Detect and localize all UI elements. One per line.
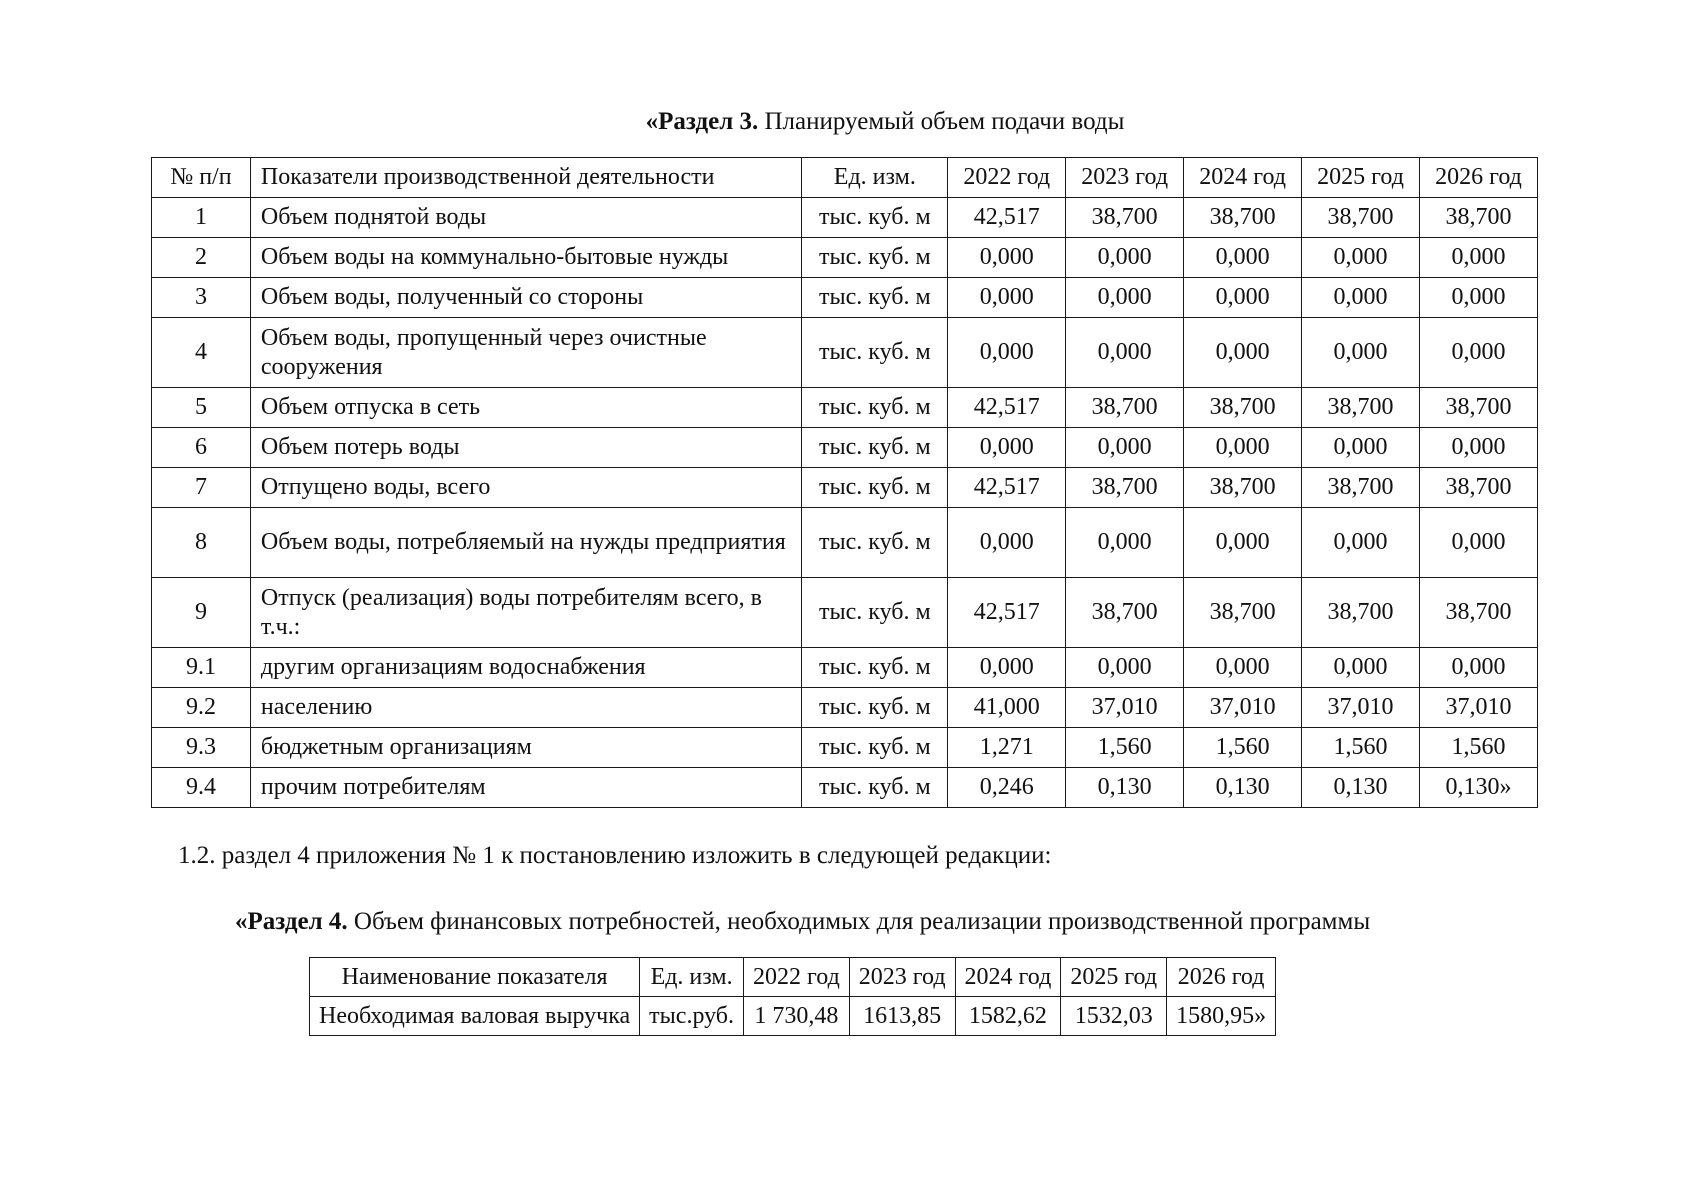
table-header-row xyxy=(152,158,1538,198)
value-cell: 37,010 xyxy=(1420,688,1538,728)
value-cell: 0,000 xyxy=(1066,278,1184,318)
row-number-cell: 2 xyxy=(152,238,251,278)
value-cell: 0,000 xyxy=(1302,318,1420,388)
indicator-name-cell: прочим потребителям xyxy=(250,768,801,808)
financial-data-row xyxy=(310,997,1276,1036)
value-cell: 0,000 xyxy=(1184,428,1302,468)
unit-cell: тыс. куб. м xyxy=(802,468,948,508)
unit-cell: тыс. куб. м xyxy=(802,278,948,318)
table-row xyxy=(152,508,1538,578)
row-number-cell: 6 xyxy=(152,428,251,468)
value-cell: 38,700 xyxy=(1184,198,1302,238)
value-cell: 38,700 xyxy=(1302,468,1420,508)
indicator-name-cell: бюджетным организациям xyxy=(250,728,801,768)
table-row xyxy=(152,428,1538,468)
value-cell: 1,560 xyxy=(1184,728,1302,768)
value-cell: 0,000 xyxy=(948,648,1066,688)
header-cell: 2024 год xyxy=(1184,158,1302,198)
table-row xyxy=(152,238,1538,278)
header-cell: Ед. изм. xyxy=(802,158,948,198)
table-row xyxy=(152,768,1538,808)
indicator-name-cell: Объем воды, полученный со стороны xyxy=(250,278,801,318)
table-row xyxy=(152,468,1538,508)
value-cell: 42,517 xyxy=(948,578,1066,648)
value-cell: 38,700 xyxy=(1184,578,1302,648)
water-supply-table xyxy=(151,157,1538,808)
value-cell: 0,000 xyxy=(1066,428,1184,468)
row-number-cell: 9.2 xyxy=(152,688,251,728)
value-cell: 38,700 xyxy=(1184,468,1302,508)
value-cell: 0,000 xyxy=(948,508,1066,578)
table-row xyxy=(152,198,1538,238)
value-cell: 38,700 xyxy=(1302,198,1420,238)
value-cell: 37,010 xyxy=(1066,688,1184,728)
value-cell: 1 730,48 xyxy=(744,997,850,1036)
value-cell: 0,130 xyxy=(1302,768,1420,808)
indicator-name-cell: Объем отпуска в сеть xyxy=(250,388,801,428)
value-cell: 0,130 xyxy=(1066,768,1184,808)
section-4-title-text: Объем финансовых потребностей, необходимых для реализации производственной программы xyxy=(347,908,1371,935)
value-cell: 38,700 xyxy=(1184,388,1302,428)
value-cell: 0,000 xyxy=(1420,508,1538,578)
value-cell: 0,000 xyxy=(1302,648,1420,688)
value-cell: 0,000 xyxy=(1066,318,1184,388)
unit-cell: тыс. куб. м xyxy=(802,318,948,388)
section-3-title-bold: «Раздел 3. xyxy=(645,108,759,135)
value-cell: 1,560 xyxy=(1420,728,1538,768)
value-cell: 1532,03 xyxy=(1061,997,1167,1036)
value-cell: 0,000 xyxy=(1184,278,1302,318)
row-number-cell: 4 xyxy=(152,318,251,388)
value-cell: 38,700 xyxy=(1420,578,1538,648)
value-cell: 1580,95» xyxy=(1167,997,1276,1036)
unit-cell: тыс. куб. м xyxy=(802,728,948,768)
header-cell: Показатели производственной деятельности xyxy=(250,158,801,198)
value-cell: 0,000 xyxy=(948,238,1066,278)
row-number-cell: 9.4 xyxy=(152,768,251,808)
value-cell: 0,000 xyxy=(948,318,1066,388)
value-cell: 0,130 xyxy=(1184,768,1302,808)
financial-needs-table xyxy=(309,957,1276,1036)
value-cell: 37,010 xyxy=(1302,688,1420,728)
header-cell: 2022 год xyxy=(948,158,1066,198)
row-number-cell: 7 xyxy=(152,468,251,508)
row-number-cell: 9.3 xyxy=(152,728,251,768)
header-cell: 2025 год xyxy=(1302,158,1420,198)
unit-cell: тыс. куб. м xyxy=(802,238,948,278)
value-cell: 38,700 xyxy=(1066,468,1184,508)
unit-cell: тыс. куб. м xyxy=(802,388,948,428)
row-number-cell: 8 xyxy=(152,508,251,578)
value-cell: 38,700 xyxy=(1066,198,1184,238)
value-cell: 0,000 xyxy=(1302,508,1420,578)
value-cell: 0,000 xyxy=(1184,238,1302,278)
value-cell: 0,000 xyxy=(948,428,1066,468)
value-cell: 0,000 xyxy=(1420,238,1538,278)
value-cell: 0,000 xyxy=(1184,648,1302,688)
indicator-name-cell: Отпущено воды, всего xyxy=(250,468,801,508)
table-row xyxy=(152,578,1538,648)
value-cell: 0,000 xyxy=(1420,648,1538,688)
value-cell: 38,700 xyxy=(1302,578,1420,648)
value-cell: 38,700 xyxy=(1420,198,1538,238)
header-cell: 2023 год xyxy=(1066,158,1184,198)
indicator-name-cell: Объем воды, пропущенный через очистные сооружения xyxy=(250,318,801,388)
value-cell: 37,010 xyxy=(1184,688,1302,728)
value-cell: 38,700 xyxy=(1302,388,1420,428)
value-cell: 38,700 xyxy=(1420,468,1538,508)
value-cell: 1,560 xyxy=(1066,728,1184,768)
table-row xyxy=(152,318,1538,388)
value-cell: 0,000 xyxy=(1302,278,1420,318)
value-cell: 41,000 xyxy=(948,688,1066,728)
value-cell: 0,000 xyxy=(1184,318,1302,388)
indicator-name-cell: Объем воды на коммунально-бытовые нужды xyxy=(250,238,801,278)
header-cell: 2026 год xyxy=(1420,158,1538,198)
value-cell: 38,700 xyxy=(1066,578,1184,648)
value-cell: 0,000 xyxy=(1420,318,1538,388)
unit-cell: тыс.руб. xyxy=(640,997,744,1036)
value-cell: 0,000 xyxy=(1184,508,1302,578)
section-3-title xyxy=(0,108,1700,136)
value-cell: 0,000 xyxy=(1420,428,1538,468)
unit-cell: тыс. куб. м xyxy=(802,198,948,238)
table-row xyxy=(152,278,1538,318)
unit-cell: тыс. куб. м xyxy=(802,508,948,578)
header-cell: Ед. изм. xyxy=(640,958,744,997)
row-number-cell: 9.1 xyxy=(152,648,251,688)
value-cell: 1,271 xyxy=(948,728,1066,768)
section-3-title-text: Планируемый объем подачи воды xyxy=(758,108,1125,135)
value-cell: 0,000 xyxy=(1302,238,1420,278)
value-cell: 0,000 xyxy=(1302,428,1420,468)
header-cell: 2026 год xyxy=(1167,958,1276,997)
value-cell: 0,000 xyxy=(1066,238,1184,278)
table-row xyxy=(152,648,1538,688)
indicator-name-cell: Объем поднятой воды xyxy=(250,198,801,238)
header-cell: 2025 год xyxy=(1061,958,1167,997)
value-cell: 0,000 xyxy=(1066,648,1184,688)
unit-cell: тыс. куб. м xyxy=(802,578,948,648)
row-number-cell: 1 xyxy=(152,198,251,238)
unit-cell: тыс. куб. м xyxy=(802,768,948,808)
table-row xyxy=(152,388,1538,428)
header-cell: 2023 год xyxy=(849,958,955,997)
value-cell: 42,517 xyxy=(948,388,1066,428)
indicator-name-cell: Объем потерь воды xyxy=(250,428,801,468)
value-cell: 0,000 xyxy=(948,278,1066,318)
paragraph-1-2: 1.2. раздел 4 приложения № 1 к постановлению изложить в следующей редакции: xyxy=(178,842,1052,869)
value-cell: 0,000 xyxy=(1420,278,1538,318)
header-cell: Наименование показателя xyxy=(310,958,640,997)
value-cell: 38,700 xyxy=(1420,388,1538,428)
header-cell: № п/п xyxy=(152,158,251,198)
row-number-cell: 5 xyxy=(152,388,251,428)
value-cell: 1,560 xyxy=(1302,728,1420,768)
value-cell: 38,700 xyxy=(1066,388,1184,428)
row-number-cell: 9 xyxy=(152,578,251,648)
section-4-title xyxy=(235,908,1370,936)
value-cell: 1613,85 xyxy=(849,997,955,1036)
value-cell: 0,246 xyxy=(948,768,1066,808)
value-cell: 42,517 xyxy=(948,468,1066,508)
section-4-title-bold: «Раздел 4. xyxy=(235,908,348,935)
value-cell: 0,130» xyxy=(1420,768,1538,808)
value-cell: 1582,62 xyxy=(955,997,1061,1036)
value-cell: 0,000 xyxy=(1066,508,1184,578)
unit-cell: тыс. куб. м xyxy=(802,648,948,688)
header-cell: 2024 год xyxy=(955,958,1061,997)
financial-header-row xyxy=(310,958,1276,997)
indicator-name-cell: населению xyxy=(250,688,801,728)
unit-cell: тыс. куб. м xyxy=(802,428,948,468)
header-cell: 2022 год xyxy=(744,958,850,997)
table-row xyxy=(152,728,1538,768)
indicator-name-cell: другим организациям водоснабжения xyxy=(250,648,801,688)
value-cell: 42,517 xyxy=(948,198,1066,238)
indicator-name-cell: Объем воды, потребляемый на нужды предприятия xyxy=(250,508,801,578)
table-row xyxy=(152,688,1538,728)
indicator-name-cell: Необходимая валовая выручка xyxy=(310,997,640,1036)
row-number-cell: 3 xyxy=(152,278,251,318)
unit-cell: тыс. куб. м xyxy=(802,688,948,728)
indicator-name-cell: Отпуск (реализация) воды потребителям всего, в т.ч.: xyxy=(250,578,801,648)
